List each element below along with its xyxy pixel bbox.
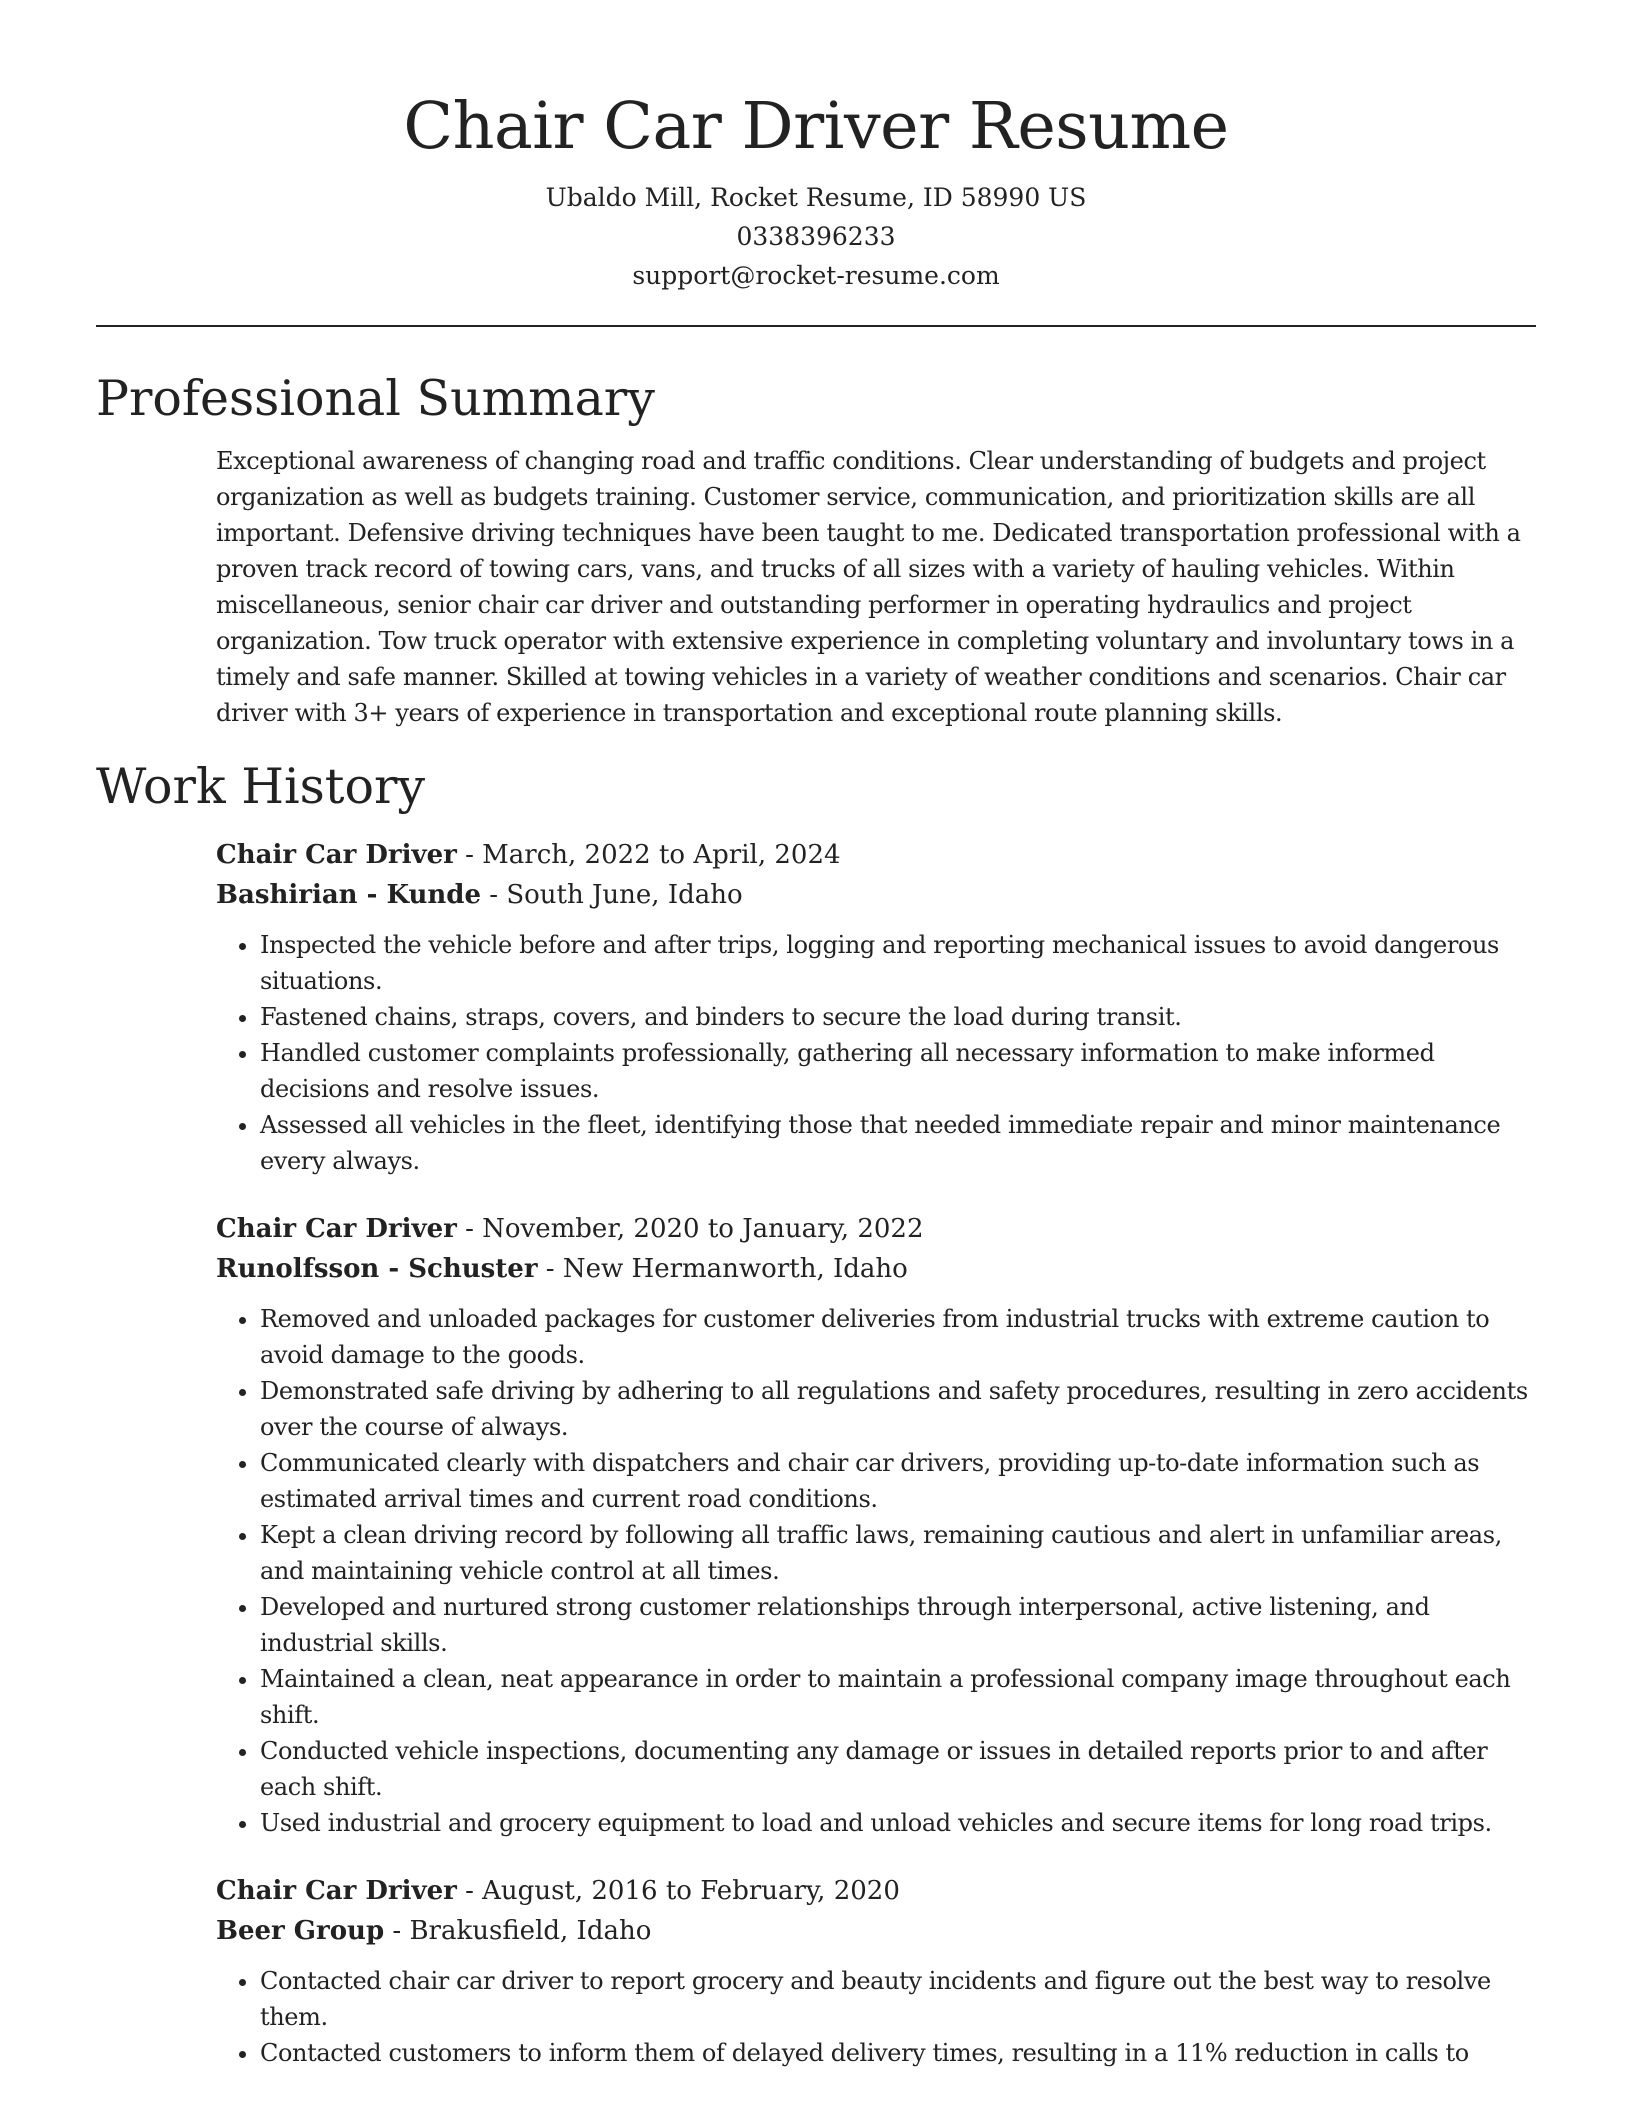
job-bullets [216, 1301, 1536, 1841]
job-title-line [216, 835, 1536, 875]
list-item: • Used industrial and grocery equipment to load and unload vehicles and secure items for long road trips. [260, 1805, 1536, 1841]
job-company: Bashirian - Kunde [216, 880, 482, 910]
work-history-heading: Work History [96, 758, 426, 815]
list-item: • Conducted vehicle inspections, documenting any damage or issues in detailed reports prior to and after each shift. [260, 1733, 1536, 1805]
contact-email: support@rocket-resume.com [632, 261, 1000, 290]
job-dates: - August, 2016 to February, 2020 [456, 1876, 900, 1906]
list-item: • Developed and nurtured strong customer relationships through interpersonal, active listening, and industrial skills. [260, 1589, 1536, 1661]
page-title: Chair Car Driver Resume [403, 89, 1229, 164]
job-company: Runolfsson - Schuster [216, 1254, 538, 1284]
list-item: • Kept a clean driving record by following all traffic laws, remaining cautious and alert in unfamiliar areas, and maintaining vehicle control at all times. [260, 1517, 1536, 1589]
job-title: Chair Car Driver [216, 1876, 457, 1906]
list-item: • Contacted chair car driver to report grocery and beauty incidents and figure out the best way to resolve them. [260, 1963, 1536, 2035]
job-title: Chair Car Driver [216, 1214, 457, 1244]
job-bullets [216, 927, 1536, 1179]
list-item: • Contacted customers to inform them of delayed delivery times, resulting in a 11% reduction in calls to [260, 2035, 1536, 2071]
contact-phone: 0338396233 [736, 222, 896, 251]
job-location: - South June, Idaho [481, 880, 743, 910]
job-dates: - March, 2022 to April, 2024 [456, 840, 841, 870]
job-location: - Brakusfield, Idaho [384, 1916, 652, 1946]
job-entry [216, 835, 1536, 1179]
list-item: • Fastened chains, straps, covers, and binders to secure the load during transit. [260, 999, 1536, 1035]
work-history-section [216, 835, 1536, 2071]
job-location: - New Hermanworth, Idaho [537, 1254, 908, 1284]
summary-section [216, 443, 1536, 731]
list-item: • Removed and unloaded packages for customer deliveries from industrial trucks with extreme caution to avoid damage to the goods. [260, 1301, 1536, 1373]
list-item: • Maintained a clean, neat appearance in order to maintain a professional company image throughout each shift. [260, 1661, 1536, 1733]
job-bullets [216, 1963, 1536, 2071]
header-divider [96, 325, 1536, 327]
job-company: Beer Group [216, 1916, 385, 1946]
job-title: Chair Car Driver [216, 840, 457, 870]
job-entry [216, 1871, 1536, 2071]
job-entry [216, 1209, 1536, 1841]
job-title-line [216, 1209, 1536, 1249]
summary-text: Exceptional awareness of changing road and traffic conditions. Clear understanding of budgets and project organization as well as budgets training. Customer service, communication, and prioritization skills are all important. Defensive driving techniques have been taught to me. Dedicated transportation professional with a proven track record of towing cars, vans, and trucks of all sizes with a variety of hauling vehicles. Within miscellaneous, senior chair car driver and outstanding performer in operating hydraulics and project organization. Tow truck operator with extensive experience in completing voluntary and involuntary tows in a timely and safe manner. Skilled at towing vehicles in a variety of weather conditions and scenarios. Chair car driver with 3+ years of experience in transportation and exceptional route planning skills. [216, 447, 1521, 727]
list-item: • Assessed all vehicles in the fleet, identifying those that needed immediate repair and minor maintenance every always. [260, 1107, 1536, 1179]
job-company-line [216, 1911, 1536, 1951]
list-item: • Communicated clearly with dispatchers and chair car drivers, providing up-to-date information such as estimated arrival times and current road conditions. [260, 1445, 1536, 1517]
job-company-line [216, 1249, 1536, 1289]
job-title-line [216, 1871, 1536, 1911]
list-item: • Inspected the vehicle before and after trips, logging and reporting mechanical issues to avoid dangerous situations. [260, 927, 1536, 999]
job-dates: - November, 2020 to January, 2022 [456, 1214, 924, 1244]
contact-info [96, 178, 1536, 295]
list-item: • Handled customer complaints professionally, gathering all necessary information to make informed decisions and resolve issues. [260, 1035, 1536, 1107]
job-company-line [216, 875, 1536, 915]
contact-address: Ubaldo Mill, Rocket Resume, ID 58990 US [545, 183, 1087, 212]
list-item: • Demonstrated safe driving by adhering to all regulations and safety procedures, resulting in zero accidents over the course of always. [260, 1373, 1536, 1445]
summary-heading: Professional Summary [96, 370, 655, 427]
resume-header [96, 82, 1536, 295]
